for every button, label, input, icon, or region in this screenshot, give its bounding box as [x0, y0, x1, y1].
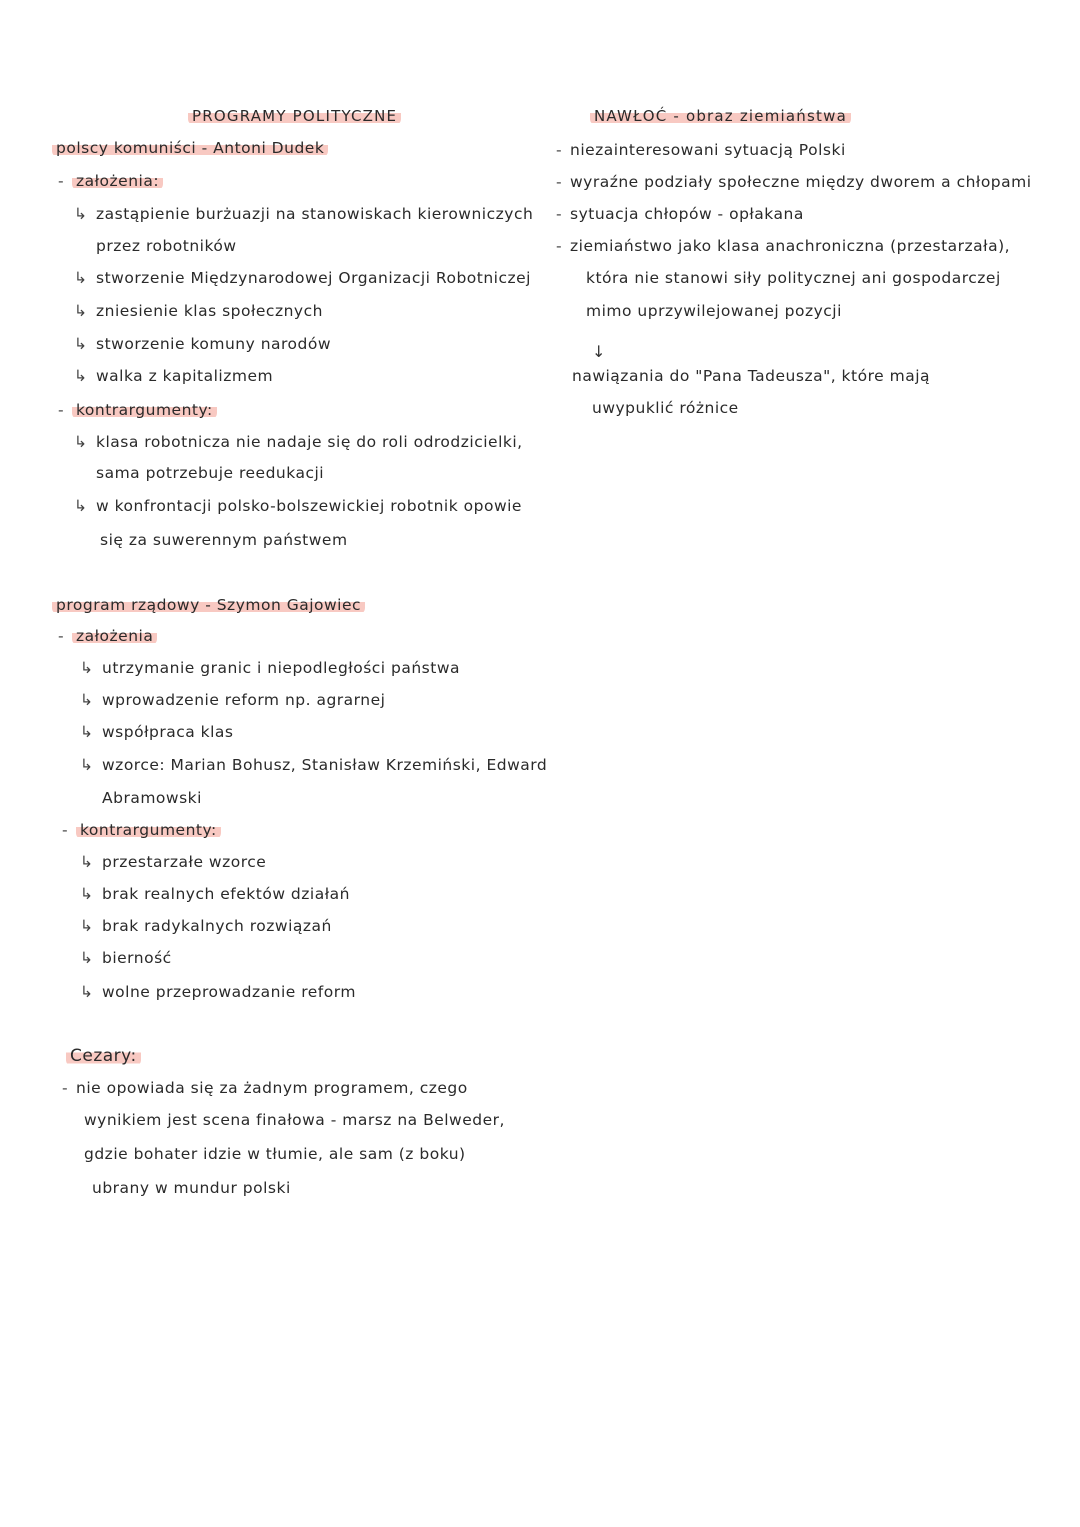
list-item: ↳ zniesienie klas społecznych [74, 302, 323, 320]
assumptions-label: - założenia [58, 626, 157, 646]
note-line: uwypuklić różnice [592, 399, 739, 417]
paragraph-line: wynikiem jest scena finałowa - marsz na Belweder, [84, 1111, 505, 1129]
list-item: - sytuacja chłopów - opłakana [556, 205, 804, 223]
list-item-continuation: mimo uprzywilejowanej pozycji [586, 302, 842, 320]
list-item-continuation: która nie stanowi siły politycznej ani gospodarczej [586, 269, 1001, 287]
list-item: ↳ wzorce: Marian Bohusz, Stanisław Krzemiński, Edward [80, 756, 548, 774]
section-heading-cezary: Cezary: [66, 1046, 141, 1066]
list-item: ↳ w konfrontacji polsko-bolszewickiej robotnik opowie [74, 497, 522, 515]
list-item: ↳ bierność [80, 949, 172, 967]
list-item: - wyraźne podziały społeczne między dworem a chłopami [556, 173, 1032, 191]
list-item: ↳ walka z kapitalizmem [74, 367, 274, 385]
list-item: ↳ brak realnych efektów działań [80, 885, 350, 903]
list-item: ↳ stworzenie Międzynarodowej Organizacji Robotniczej [74, 269, 531, 287]
list-item-continuation: sama potrzebuje reedukacji [96, 464, 325, 482]
counterarguments-label: - kontrargumenty: [62, 820, 221, 840]
assumptions-label: - założenia: [58, 171, 163, 191]
page-title: PROGRAMY POLITYCZNE [188, 106, 401, 126]
list-item: ↳ współpraca klas [80, 723, 234, 741]
arrow-down-icon: ↓ [592, 342, 606, 361]
list-item: ↳ utrzymanie granic i niepodległości państwa [80, 659, 461, 677]
list-item: ↳ zastąpienie burżuazji na stanowiskach kierowniczych [74, 205, 534, 223]
section-heading-government: program rządowy - Szymon Gajowiec [52, 595, 365, 615]
list-item: ↳ stworzenie komuny narodów [74, 335, 332, 353]
paragraph-line: ubrany w mundur polski [92, 1179, 291, 1197]
list-item-continuation: Abramowski [102, 789, 202, 807]
section-heading-nawloc: NAWŁOĆ - obraz ziemiaństwa [590, 106, 851, 126]
list-item: ↳ brak radykalnych rozwiązań [80, 917, 332, 935]
list-item-continuation: przez robotników [96, 237, 237, 255]
list-item-continuation: się za suwerennym państwem [100, 531, 348, 549]
list-item: - ziemiaństwo jako klasa anachroniczna (przestarzała), [556, 237, 1011, 255]
list-item: ↳ wolne przeprowadzanie reform [80, 983, 356, 1001]
list-item: - niezainteresowani sytuacją Polski [556, 141, 846, 159]
counterarguments-label: - kontrargumenty: [58, 400, 217, 420]
note-line: nawiązania do "Pana Tadeusza", które mają [572, 367, 930, 385]
paragraph-line: gdzie bohater idzie w tłumie, ale sam (z boku) [84, 1145, 466, 1163]
list-item: ↳ przestarzałe wzorce [80, 853, 267, 871]
paragraph-line: - nie opowiada się za żadnym programem, czego [62, 1079, 468, 1097]
list-item: ↳ klasa robotnicza nie nadaje się do roli odrodzicielki, [74, 433, 523, 451]
list-item: ↳ wprowadzenie reform np. agrarnej [80, 691, 386, 709]
section-heading-communists: polscy komuniści - Antoni Dudek [52, 138, 328, 158]
